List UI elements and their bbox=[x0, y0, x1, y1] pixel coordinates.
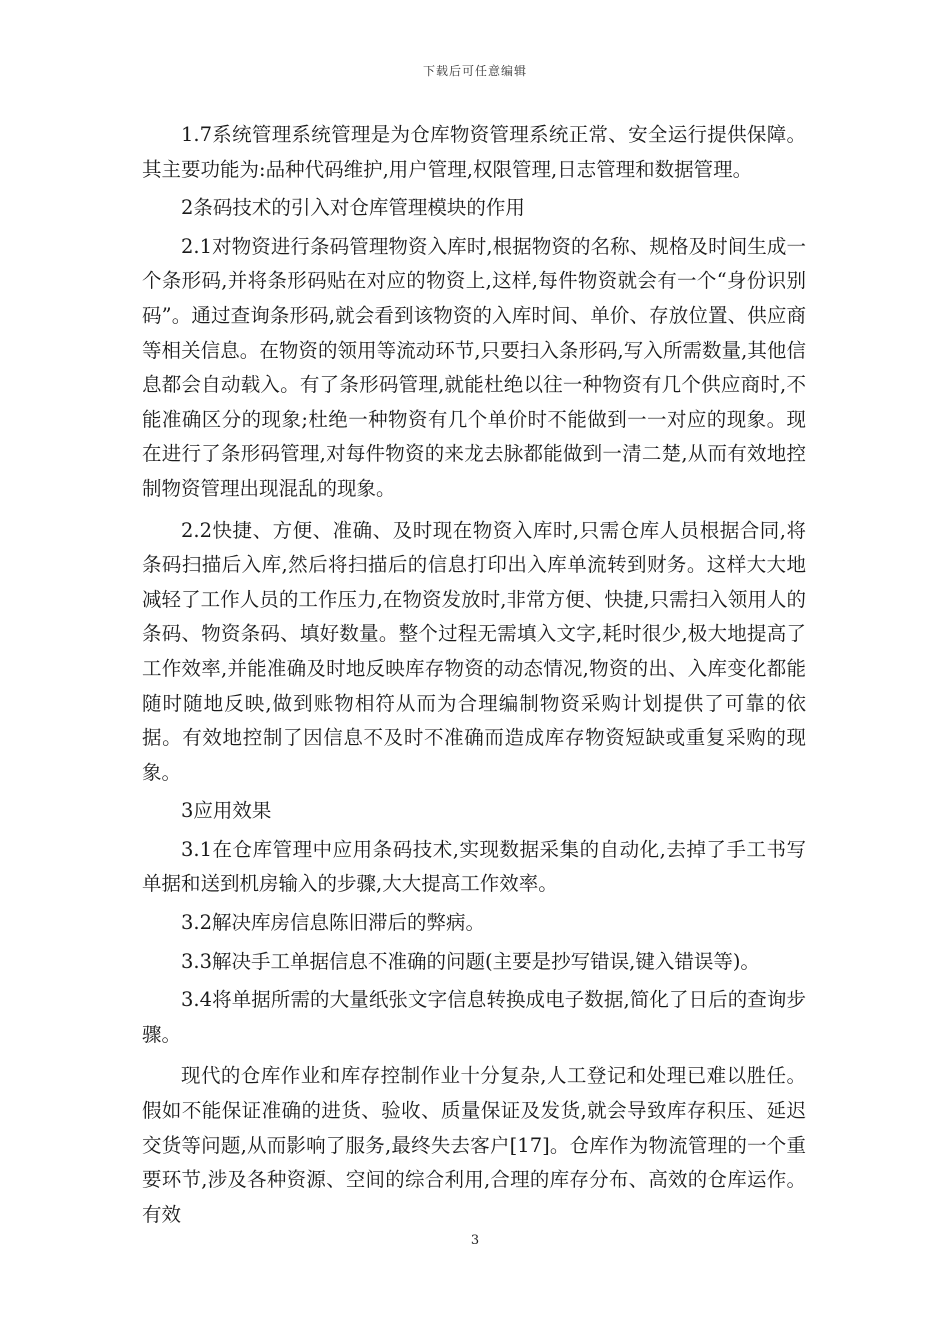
paragraph-system-management: 1.7系统管理系统管理是为仓库物资管理系统正常、安全运行提供保障。其主要功能为:品种代码维护,用户管理,权限管理,日志管理和数据管理。 bbox=[142, 123, 806, 181]
paragraph-effect-3-2: 3.2解决库房信息陈旧滞后的弊病。 bbox=[181, 911, 486, 935]
page-number: 3 bbox=[470, 1233, 480, 1248]
paragraph-effect-3-1: 3.1在仓库管理中应用条码技术,实现数据采集的自动化,去掉了手工书写单据和送到机房输入的步骤,大大提高工作效率。 bbox=[142, 837, 806, 896]
paragraph-effect-3-3: 3.3解决手工单据信息不准确的问题(主要是抄写错误,键入错误等)。 bbox=[181, 949, 760, 973]
heading-application-effect: 3应用效果 bbox=[181, 799, 272, 823]
page-header: 下载后可任意编辑 bbox=[422, 64, 527, 78]
paragraph-fast-convenient: 2.2快捷、方便、准确、及时现在物资入库时,只需仓库人员根据合同,将条码扫描后入库,然后将扫描后的信息打印出入库单流转到财务。这样大大地减轻了工作人员的工作压力,在物资发放时,非常方便、快捷,只需扫入领用人的条码、物资条码、填好数量。整个过程无需填入文字,耗时很少,极大地提高了工作效率,并能准确及时地反映库存物资的动态情况,物资的出、入库变化都能随时随地反映,做到账物相符从而为合理编制物资采购计划提供了可靠的依据。有效地控制了因信息不及时不准确而造成库存物资短缺或重复采购的现象。 bbox=[142, 518, 806, 784]
paragraph-effect-3-4: 3.4将单据所需的大量纸张文字信息转换成电子数据,简化了日后的查询步骤。 bbox=[142, 988, 806, 1046]
paragraph-barcode-management: 2.1对物资进行条码管理物资入库时,根据物资的名称、规格及时间生成一个条形码,并将条形码贴在对应的物资上,这样,每件物资就会有一个“身份识别码”。通过查询条形码,就会看到该物资的入库时间、单价、存放位置、供应商等相关信息。在物资的领用等流动环节,只要扫入条形码,写入所需数量,其他信息都会自动载入。有了条形码管理,就能杜绝以往一种物资有几个供应商时,不能准确区分的现象;杜绝一种物资有几个单价时不能做到一一对应的现象。现在进行了条形码管理,对每件物资的来龙去脉都能做到一清二楚,从而有效地控制物资管理出现混乱的现象。 bbox=[142, 234, 806, 500]
paragraph-modern-warehouse: 现代的仓库作业和库存控制作业十分复杂,人工登记和处理已难以胜任。假如不能保证准确的进货、验收、质量保证及发货,就会导致库存积压、延迟交货等问题,从而影响了服务,最终失去客户[17]。仓库作为物流管理的一个重要环节,涉及各种资源、空间的综合利用,合理的库存分布、高效的仓库运作。有效 bbox=[142, 1064, 806, 1226]
document-body bbox=[142, 118, 806, 1232]
heading-barcode-role: 2条码技术的引入对仓库管理模块的作用 bbox=[181, 196, 525, 220]
